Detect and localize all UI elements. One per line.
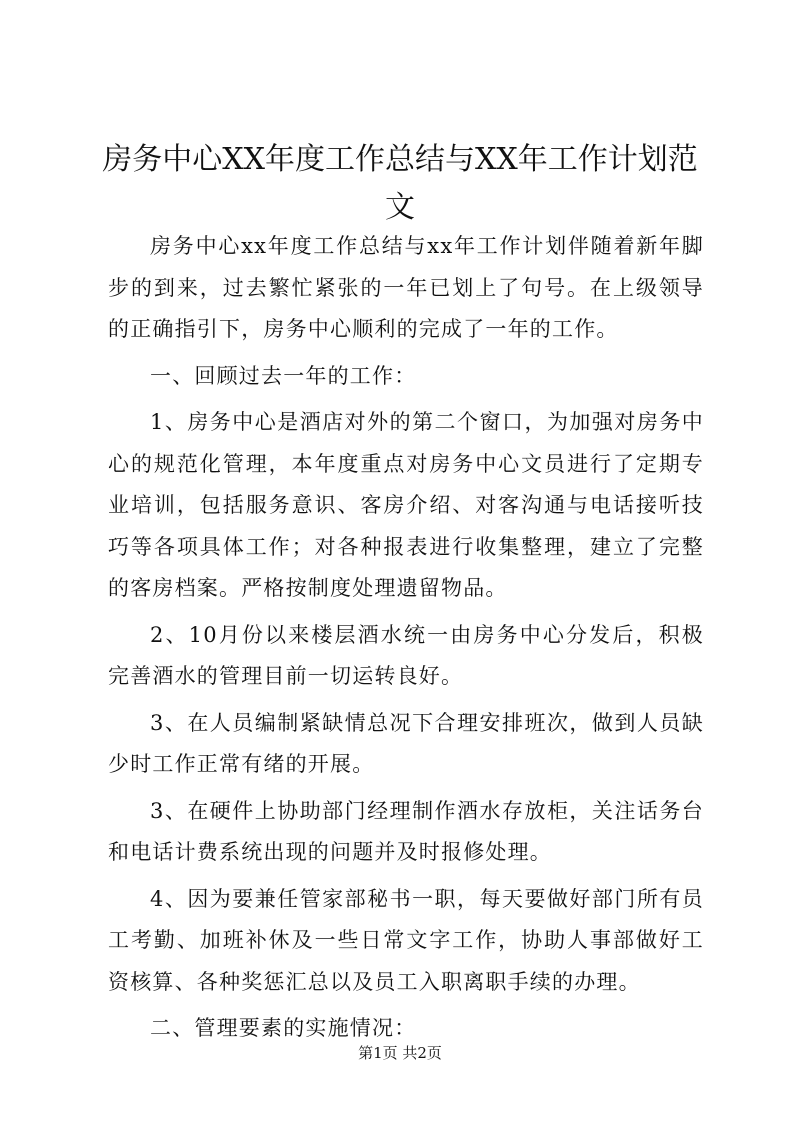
section-heading-review: 一、回顾过去一年的工作： [150,363,417,388]
section-heading-management: 二、管理要素的实施情况： [150,1016,417,1040]
document-body [108,226,704,1055]
page-footer: 第1页 共2页 [358,1044,442,1062]
paragraph-item-3a: 3、在人员编制紧缺情总况下合理安排班次，做到人员缺少时工作正常有绪的开展。 [108,710,704,776]
paragraph-item-2: 2、10月份以来楼层酒水统一由房务中心分发后，积极完善酒水的管理目前一切运转良好。 [108,622,704,688]
paragraph-item-1: 1、房务中心是酒店对外的第二个窗口，为加强对房务中心的规范化管理，本年度重点对房务中心文员进行了定期专业培训，包括服务意识、客房介绍、对客沟通与电话接听技巧等各项具体工作；对各种报表进行收集整理，建立了完整的客房档案。严格按制度处理遗留物品。 [108,410,704,600]
paragraph-item-4: 4、因为要兼任管家部秘书一职，每天要做好部门所有员工考勤、加班补休及一些日常文字工作，协助人事部做好工资核算、各种奖惩汇总以及员工入职离职手续的办理。 [108,886,704,994]
paragraph-intro: 房务中心xx年度工作总结与xx年工作计划伴随着新年脚步的到来，过去繁忙紧张的一年已划上了句号。在上级领导的正确指引下，房务中心顺利的完成了一年的工作。 [108,234,704,341]
paragraph-item-3b: 3、在硬件上协助部门经理制作酒水存放柜，关注话务台和电话计费系统出现的问题并及时报修处理。 [108,798,704,864]
document-title: 房务中心XX年度工作总结与XX年工作计划范文 [102,142,698,225]
